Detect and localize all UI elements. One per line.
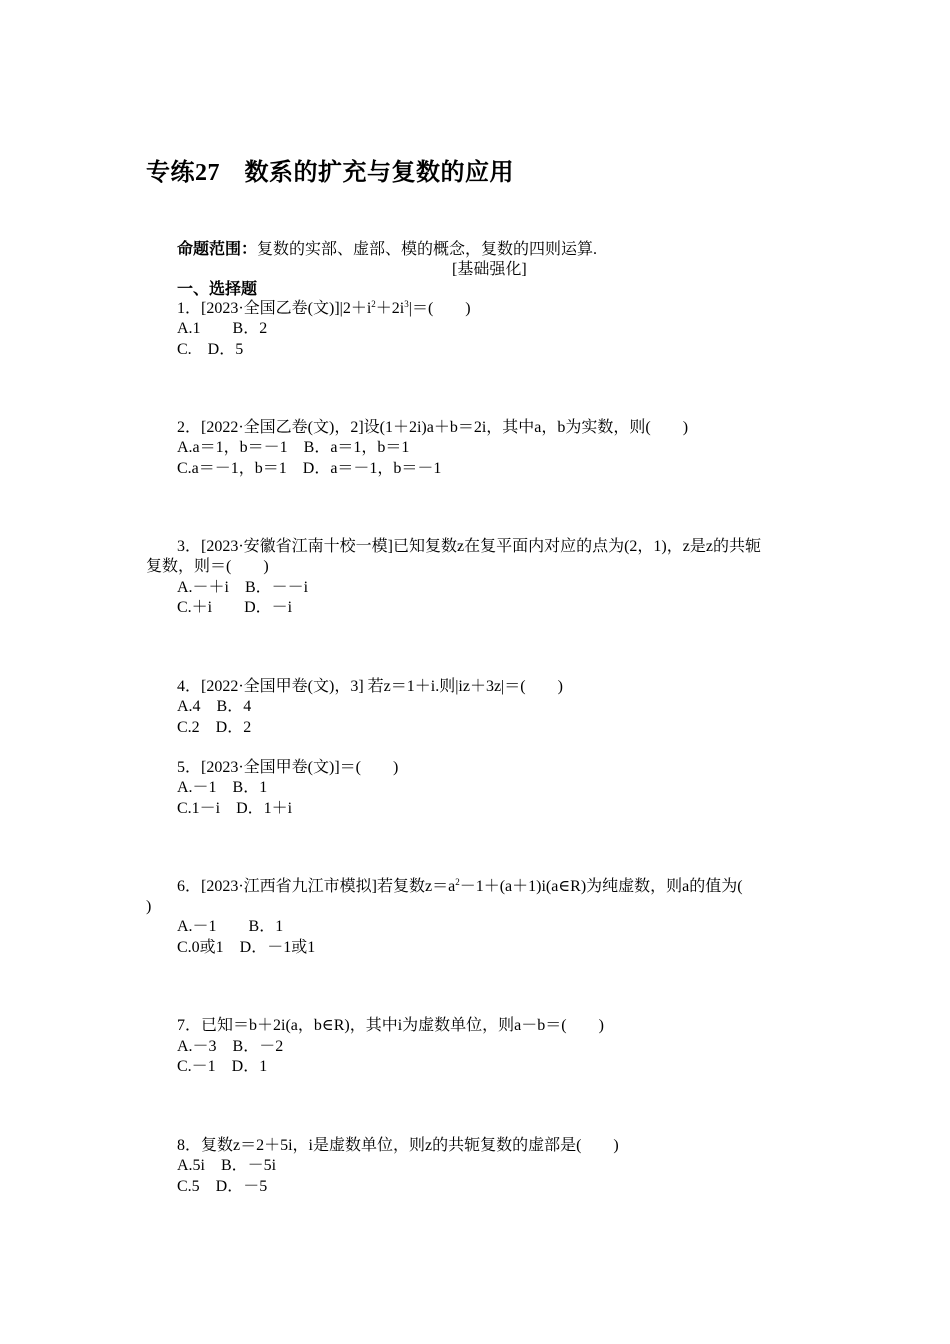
question-5-options-cd: C.1－i D．1＋i	[177, 800, 293, 817]
scope-label: 命题范围：	[177, 241, 258, 258]
question-8-options-ab: A.5i B．－5i	[177, 1157, 277, 1174]
question-4-options-cd: C.2 D．2	[177, 719, 252, 736]
question-5-stem: 5．[2023·全国甲卷(文)]＝( )	[177, 759, 399, 776]
question-6-stem-line1: 6．[2023·江西省九江市模拟]若复数$z=a^2-1+(a+1)i(a\in R)$为纯虚数，则a的值为(	[177, 877, 743, 895]
question-3-options-ab: A.－＋i B．－－i	[177, 579, 309, 596]
scope-line	[177, 240, 597, 260]
question-7-options-cd: C.－1 D．1	[177, 1058, 268, 1075]
question-6-options-cd: C.0或1 D．－1或1	[177, 939, 316, 956]
level-label: [基础强化]	[452, 261, 527, 278]
question-1-options-cd: C. D．5	[177, 341, 244, 358]
question-8-options-cd: C.5 D．－5	[177, 1178, 268, 1195]
question-7-stem: 7．已知＝b＋2i(a，b∈R)，其中i为虚数单位，则a－b＝( )	[177, 1017, 604, 1034]
question-7-options-ab: A.－3 B．－2	[177, 1038, 284, 1055]
question-1-stem: 1．[2023·全国乙卷(文)]$|2+i^2+2i^3|=$( )	[177, 299, 471, 317]
question-3-options-cd: C.＋i D．－i	[177, 599, 293, 616]
question-2-options-ab: A.a＝1，b＝－1 B．a＝1，b＝1	[177, 439, 410, 456]
question-5-options-ab: A.－1 B．1	[177, 779, 268, 796]
question-2-stem: 2．[2022·全国乙卷(文)，2]设(1＋2i)a＋b＝2i，其中a，b为实数，则( )	[177, 419, 689, 436]
question-1-options-ab: A.1 B．2	[177, 320, 268, 337]
question-3-stem-line1: 3．[2023·安徽省江南十校一模]已知复数z在复平面内对应的点为(2，1)，z是z的共轭	[177, 538, 761, 555]
question-3-stem-line2: 复数，则＝( )	[146, 558, 269, 575]
page-title: 专练27 数系的扩充与复数的应用	[146, 160, 514, 186]
question-4-stem: 4．[2022·全国甲卷(文)，3] 若z＝1＋i.则|iz＋3z|＝( )	[177, 678, 563, 695]
question-6-stem-line2: )	[146, 898, 152, 915]
question-8-stem: 8．复数z＝2＋5i，i是虚数单位，则z的共轭复数的虚部是( )	[177, 1137, 619, 1154]
question-2-options-cd: C.a＝－1，b＝1 D．a＝－1，b＝－1	[177, 460, 442, 477]
section-heading: 一、选择题	[177, 281, 258, 298]
scope-text: 复数的实部、虚部、模的概念，复数的四则运算.	[257, 241, 598, 258]
question-4-options-ab: A.4 B．4	[177, 698, 252, 715]
question-6-options-ab: A.－1 B．1	[177, 918, 284, 935]
